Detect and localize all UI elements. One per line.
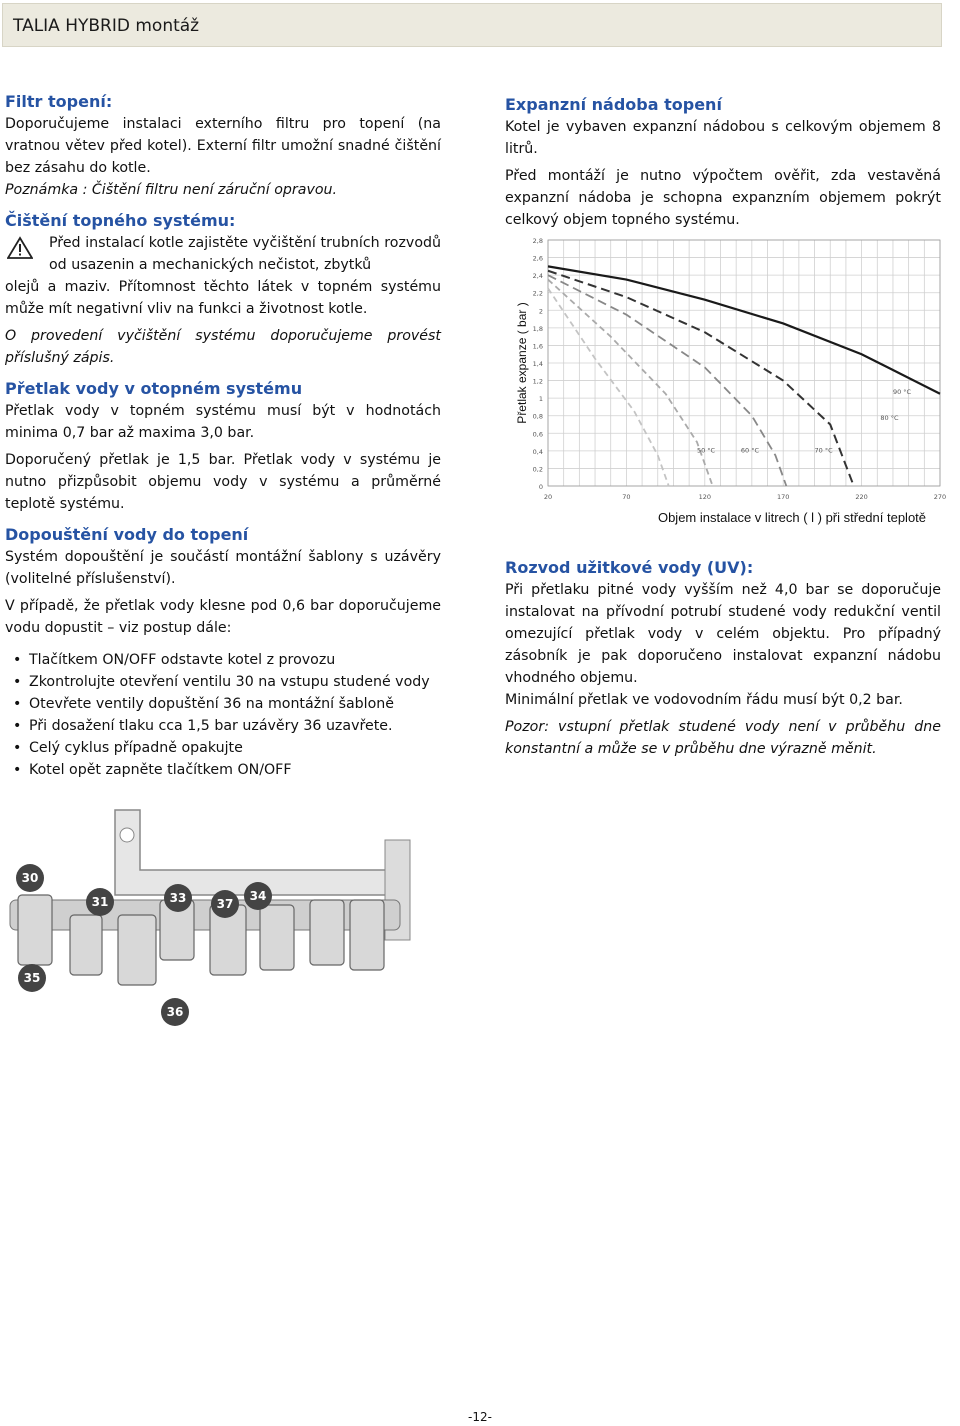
- series-label: 60 °C: [740, 446, 760, 455]
- part-number-label: 31: [91, 895, 109, 909]
- dhw-text: Při přetlaku pitné vody vyšším než 4,0 bar se doporučuje instalovat na přívodní potrubí studené vody redukční ventil omezující přetlak vody v celém objektu. Pro případný zásobník je pak doporučeno instalovat expanzní nádobu vhodného objemu.: [505, 582, 941, 686]
- expansion-text-1: Kotel je vybaven expanzní nádobou s celkovým objemem 8 litrů.: [505, 119, 941, 157]
- header-title: TALIA HYBRID montáž: [13, 16, 200, 36]
- y-tick-label: 1,8: [532, 324, 543, 333]
- expansion-heading: Expanzní nádoba topení: [505, 95, 722, 114]
- pressure-heading: Přetlak vody v otopném systému: [5, 379, 303, 398]
- fill-case: V případě, že přetlak vody klesne pod 0,6 bar doporučujeme vodu dopustit – viz postup dále:: [5, 598, 441, 636]
- y-tick-label: 2,2: [532, 289, 543, 298]
- expansion-pressure-chart: [508, 230, 948, 540]
- x-tick-label: 170: [776, 493, 790, 501]
- part-number-label: 35: [23, 971, 41, 985]
- series-line: [548, 288, 669, 486]
- series-label: 50 °C: [696, 446, 716, 455]
- list-item: • Při dosažení tlaku cca 1,5 bar uzávěry 36 uzavřete.: [5, 715, 441, 737]
- y-tick-label: 0,6: [532, 430, 543, 439]
- pressure-recommendation: Doporučený přetlak je 1,5 bar. Přetlak vody v systému je nutno přizpůsobit objemu vody v systému a průměrné teplotě systému.: [5, 452, 441, 512]
- list-item: • Otevřete ventily dopuštění 36 na montážní šabloně: [5, 693, 441, 715]
- filling-template-illustration: [0, 800, 460, 1040]
- dhw-heading: Rozvod užitkové vody (UV):: [505, 558, 754, 577]
- series-label: 90 °C: [892, 387, 912, 396]
- filter-note: Poznámka : Čištění filtru není záruční opravou.: [5, 182, 338, 198]
- x-tick-label: 120: [698, 493, 712, 501]
- list-item: • Kotel opět zapněte tlačítkem ON/OFF: [5, 759, 441, 781]
- y-tick-label: 2,4: [532, 272, 543, 281]
- list-item: • Zkontrolujte otevření ventilu 30 na vstupu studené vody: [5, 671, 441, 693]
- filter-heading: Filtr topení:: [5, 92, 113, 111]
- part-number-label: 37: [216, 897, 234, 911]
- y-tick-label: 2,6: [532, 254, 543, 263]
- pressure-text: Přetlak vody v topném systému musí být v hodnotách minima 0,7 bar až maxima 3,0 bar.: [5, 403, 441, 441]
- y-tick-label: 1,4: [532, 360, 543, 368]
- fill-steps-list: [5, 649, 441, 781]
- y-tick-label: 0,4: [532, 447, 543, 456]
- fill-text: Systém dopouštění je součástí montážní šablony s uzávěry (volitelné příslušenství).: [5, 549, 441, 587]
- y-tick-label: 0,8: [532, 412, 543, 421]
- page-header: [2, 3, 942, 47]
- part-number-label: 34: [249, 889, 267, 903]
- cleaning-italic: O provedení vyčištění systému doporučujeme provést příslušný zápis.: [5, 328, 441, 366]
- part-number-label: 33: [169, 891, 187, 905]
- dhw-warning: Pozor: vstupní přetlak studené vody není v průběhu dne konstantní a může se v průběhu dne výrazně měnit.: [505, 719, 941, 757]
- series-label: 80 °C: [880, 414, 899, 423]
- cleaning-heading: Čištění topného systému:: [5, 211, 236, 230]
- part-number-label: 36: [166, 1005, 184, 1019]
- page-number: -12-: [468, 1410, 492, 1424]
- cleaning-warning-text: Před instalací kotle zajistěte vyčištění trubních rozvodů od usazenin a mechanických nečistot, zbytků: [49, 235, 441, 273]
- part-number-label: 30: [21, 871, 39, 885]
- x-axis-label: Objem instalace v litrech ( l ) při střední teplotě: [657, 510, 927, 525]
- y-tick-label: 1: [538, 395, 543, 404]
- warning-icon: [7, 236, 33, 260]
- x-tick-label: 220: [855, 493, 868, 501]
- x-tick-label: 70: [622, 493, 631, 501]
- filter-text: Doporučujeme instalaci externího filtru pro topení (na vratnou větev před kotel). Externí filtr umožní snadné čištění bez zásahu do kotle.: [5, 116, 441, 176]
- list-item: • Tlačítkem ON/OFF odstavte kotel z provozu: [5, 649, 441, 671]
- y-tick-label: 0: [538, 483, 543, 491]
- fill-heading: Dopouštění vody do topení: [5, 525, 249, 544]
- list-item: • Celý cyklus případně opakujte: [5, 737, 441, 759]
- y-tick-label: 2,8: [532, 237, 543, 245]
- expansion-text-2: Před montáží je nutno výpočtem ověřit, zda vestavěná expanzní nádoba je schopna expanzním objemem pokrýt celkový objem topného systému.: [505, 168, 941, 228]
- y-tick-label: 0,2: [532, 465, 543, 474]
- y-axis-label: Přetlak expanze ( bar ): [515, 302, 529, 424]
- y-tick-label: 1,6: [532, 342, 543, 351]
- dhw-min-pressure: Minimální přetlak ve vodovodním řádu musí být 0,2 bar.: [505, 692, 903, 708]
- cleaning-warning: [5, 232, 441, 276]
- cleaning-text: olejů a maziv. Přítomnost těchto látek v topném systému může mít negativní vliv na funkci a životnost kotle.: [5, 279, 441, 317]
- series-label: 70 °C: [814, 446, 833, 455]
- left-column: [5, 90, 441, 781]
- x-tick-label: 20: [543, 493, 553, 501]
- y-tick-label: 2: [538, 307, 543, 316]
- y-tick-label: 1,2: [532, 377, 543, 386]
- x-tick-label: 270: [933, 493, 947, 501]
